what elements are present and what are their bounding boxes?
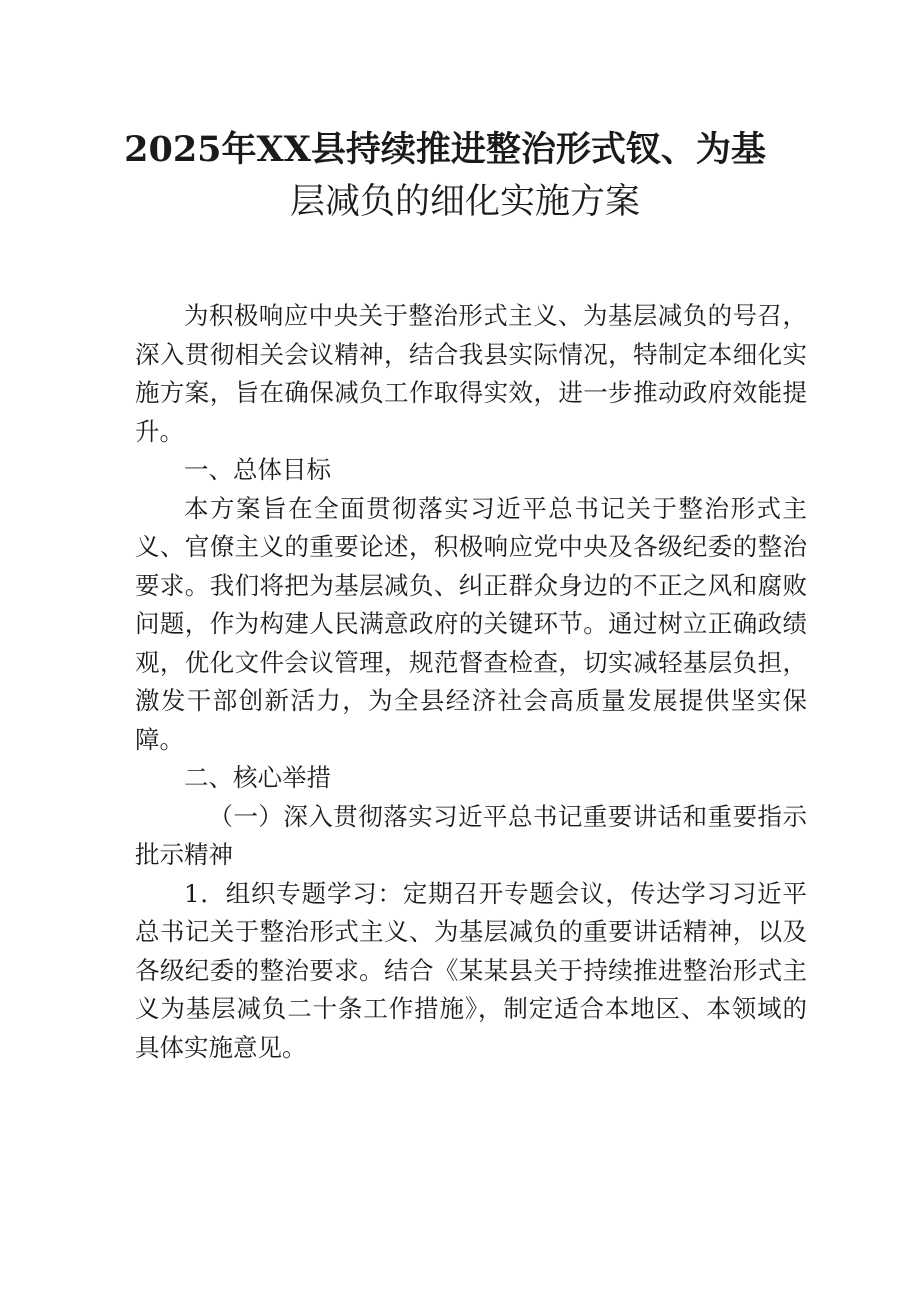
intro-paragraph: 为积极响应中央关于整治形式主义、为基层减负的号召，深入贯彻相关会议精神，结合我县实际情况，特制定本细化实施方案，旨在确保减负工作取得实效，进一步推动政府效能提升。 (135, 301, 807, 446)
measure-item-1: 1．组织专题学习：定期召开专题会议，传达学习习近平总书记关于整治形式主义、为基层减负的重要讲话精神，以及各级纪委的整治要求。结合《某某县关于持续推进整治形式主义为基层减负二十条工作措施》，制定适合本地区、本领域的具体实施意见。 (135, 878, 807, 1062)
document-body (135, 297, 807, 1067)
section-heading-goals: 一、总体目标 (184, 455, 331, 484)
subsection-heading-1: （一）深入贯彻落实习近平总书记重要讲话和重要指示批示精神 (135, 801, 807, 869)
goals-paragraph: 本方案旨在全面贯彻落实习近平总书记关于整治形式主义、官僚主义的重要论述，积极响应党中央及各级纪委的整治要求。我们将把为基层减负、纠正群众身边的不正之风和腐败问题，作为构建人民满意政府的关键环节。通过树立正确政绩观，优化文件会议管理，规范督查检查，切实减轻基层负担，激发干部创新活力，为全县经济社会高质量发展提供坚实保障。 (135, 493, 807, 754)
document-title (0, 124, 920, 228)
title-line-1: 2025年XX县持续推进整治形式钗、为基 (124, 129, 766, 170)
section-heading-measures: 二、核心举措 (184, 763, 331, 792)
title-line-2: 层减负的细化实施方案 (289, 182, 640, 222)
